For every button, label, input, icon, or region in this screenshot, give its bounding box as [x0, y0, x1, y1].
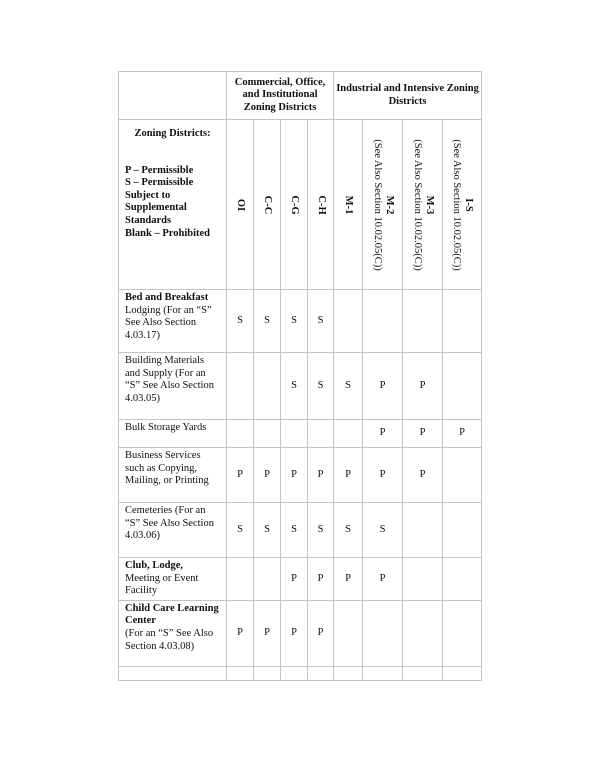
use-name — [119, 290, 227, 353]
district-header-ch — [308, 120, 334, 290]
district-code: I-S — [463, 197, 475, 212]
permission-cell: S — [334, 503, 363, 558]
industrial-group-header: Industrial and Intensive Zoning Districts — [334, 72, 482, 120]
permission-cell — [308, 420, 334, 448]
empty-cell — [308, 666, 334, 680]
district-code: C-H — [315, 194, 327, 215]
permission-cell — [443, 558, 482, 601]
district-code: OI — [235, 198, 246, 211]
permission-cell: P — [403, 420, 443, 448]
permission-cell — [254, 558, 281, 601]
permission-cell: P — [227, 448, 254, 503]
permission-cell — [403, 290, 443, 353]
use-name-detail: Building Materials and Supply (For an “S” See Also Section 4.03.05) — [125, 355, 214, 404]
permission-cell: S — [363, 503, 403, 558]
permission-cell: P — [308, 558, 334, 601]
district-note: (See Also Section 10.02.05(C)) — [451, 138, 463, 271]
use-name — [119, 448, 227, 503]
district-note: (See Also Section 10.02.05(C)) — [411, 138, 423, 271]
use-name-bold: Club, Lodge, — [125, 560, 184, 571]
empty-cell — [403, 666, 443, 680]
permission-cell: S — [254, 503, 281, 558]
use-name-detail: Cemeteries (For an “S” See Also Section 4.03.06) — [125, 505, 214, 542]
permission-cell: P — [281, 600, 308, 666]
district-header-row — [119, 120, 482, 290]
permission-cell: S — [281, 353, 308, 420]
permission-cell — [334, 420, 363, 448]
permission-cell: S — [254, 290, 281, 353]
permission-cell — [403, 558, 443, 601]
use-name-detail: Meeting or Event Facility — [125, 572, 199, 597]
use-name-bold: Child Care Learning Center — [125, 602, 219, 627]
permission-cell — [403, 503, 443, 558]
permission-cell: S — [281, 290, 308, 353]
district-code: M-1 — [343, 195, 355, 214]
permission-cell: S — [308, 290, 334, 353]
corner-cell — [119, 72, 227, 120]
permission-cell: P — [363, 353, 403, 420]
legend-line-permissible: P – Permissible — [125, 164, 194, 176]
legend-title: Zoning Districts: — [134, 128, 211, 139]
permission-cell — [227, 420, 254, 448]
use-name — [119, 558, 227, 601]
permission-cell — [363, 290, 403, 353]
permission-cell — [443, 600, 482, 666]
district-code: M-3 — [423, 195, 435, 214]
permission-cell: S — [334, 353, 363, 420]
permission-cell: P — [254, 448, 281, 503]
permission-cell: P — [403, 353, 443, 420]
permission-cell: S — [281, 503, 308, 558]
permission-cell: P — [227, 600, 254, 666]
district-note: (See Also Section 10.02.05(C)) — [371, 138, 383, 271]
permission-cell — [443, 448, 482, 503]
table-row — [119, 448, 482, 503]
commercial-group-header: Commercial, Office, and Institutional Zoning Districts — [227, 72, 334, 120]
empty-cell — [119, 666, 227, 680]
permission-cell: P — [281, 448, 308, 503]
district-code: C-C — [262, 195, 273, 214]
table-row — [119, 420, 482, 448]
permission-cell — [227, 353, 254, 420]
permission-cell — [334, 290, 363, 353]
permission-cell: S — [227, 503, 254, 558]
permission-cell: P — [281, 558, 308, 601]
district-header-oi — [227, 120, 254, 290]
legend-cell — [119, 120, 227, 290]
permission-cell: S — [308, 503, 334, 558]
permission-cell: P — [334, 558, 363, 601]
empty-cell — [227, 666, 254, 680]
table-row — [119, 353, 482, 420]
permission-cell: P — [308, 600, 334, 666]
use-name-detail: Business Services such as Copying, Mailing, or Printing — [125, 450, 209, 487]
district-header-cg — [281, 120, 308, 290]
permission-cell — [443, 353, 482, 420]
table-row — [119, 600, 482, 666]
permission-cell: P — [363, 558, 403, 601]
table-row — [119, 503, 482, 558]
group-header-row — [119, 72, 482, 120]
district-code: M-2 — [383, 195, 395, 214]
permission-cell: S — [227, 290, 254, 353]
table-row — [119, 290, 482, 353]
empty-cell — [334, 666, 363, 680]
permission-cell: S — [308, 353, 334, 420]
district-header-cc — [254, 120, 281, 290]
use-name — [119, 353, 227, 420]
permission-cell — [227, 558, 254, 601]
permission-cell — [443, 290, 482, 353]
legend-line-prohibited: Blank – Prohibited — [125, 227, 210, 239]
use-name — [119, 420, 227, 448]
empty-cell — [443, 666, 482, 680]
permission-cell — [403, 600, 443, 666]
use-name-detail: Bulk Storage Yards — [125, 422, 207, 433]
district-header-m3 — [403, 120, 443, 290]
empty-cell — [254, 666, 281, 680]
permission-cell: P — [363, 448, 403, 503]
legend-line-supplemental: S – Permissible Subject to Supplemental Standards — [125, 177, 194, 226]
permission-cell: P — [363, 420, 403, 448]
zoning-table — [118, 71, 482, 681]
use-name-bold: Bed and Breakfast — [125, 292, 209, 303]
use-name — [119, 503, 227, 558]
empty-row — [119, 666, 482, 680]
table-row — [119, 558, 482, 601]
permission-cell — [334, 600, 363, 666]
permission-cell: P — [254, 600, 281, 666]
district-header-m1 — [334, 120, 363, 290]
district-header-m2 — [363, 120, 403, 290]
use-name — [119, 600, 227, 666]
empty-cell — [281, 666, 308, 680]
permission-cell — [363, 600, 403, 666]
permission-cell — [254, 420, 281, 448]
permission-cell — [443, 503, 482, 558]
permission-cell — [254, 353, 281, 420]
permission-cell: P — [334, 448, 363, 503]
permission-cell: P — [443, 420, 482, 448]
permission-cell: P — [308, 448, 334, 503]
district-header-is — [443, 120, 482, 290]
use-name-detail: Lodging (For an “S” See Also Section 4.03.17) — [125, 304, 212, 341]
empty-cell — [363, 666, 403, 680]
district-code: C-G — [289, 194, 300, 215]
use-name-detail: (For an “S” See Also Section 4.03.08) — [125, 627, 214, 652]
permission-cell — [281, 420, 308, 448]
permission-cell: P — [403, 448, 443, 503]
